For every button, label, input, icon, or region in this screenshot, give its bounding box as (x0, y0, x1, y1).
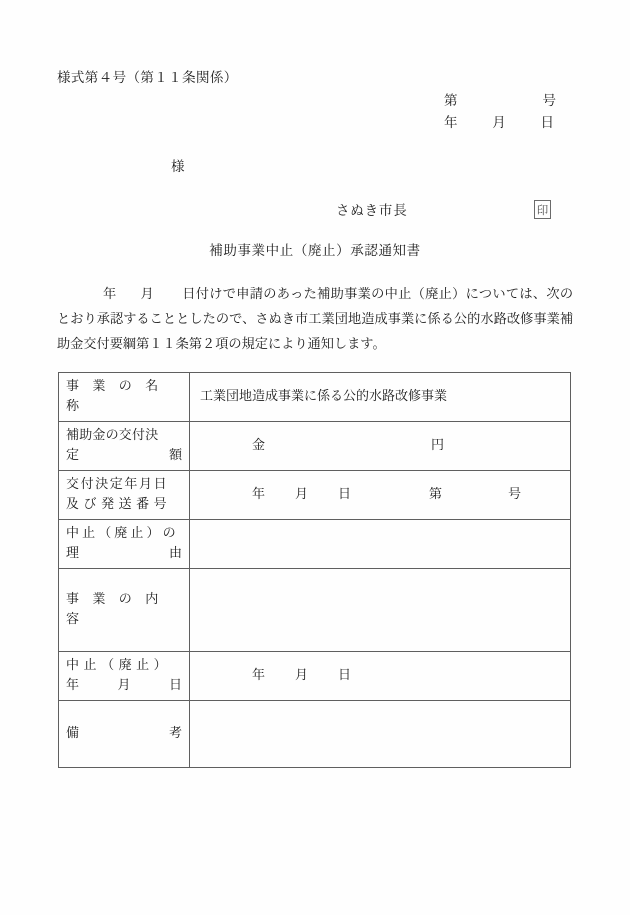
form-number: 様式第４号（第１１条関係） (57, 70, 238, 86)
row-value-project-content[interactable] (190, 569, 571, 652)
document-number-row (444, 90, 556, 112)
row-value-decision-date[interactable] (190, 471, 571, 520)
amount-prefix: 金 (252, 438, 266, 453)
label-text-line2: 定 額 (66, 448, 182, 463)
body-line2: 次のとおり承認することとしたので、さぬき市工業団地造成事業に係る公的水路改 (57, 287, 574, 327)
decision-day: 日 (338, 487, 352, 502)
document-date-year: 年 (444, 115, 458, 131)
body-apply-month: 月 (140, 287, 154, 302)
document-number-prefix: 第 (444, 93, 458, 109)
document-date-month: 月 (492, 115, 506, 131)
label-text-line2: 及 び 発 送 番 号 (66, 497, 167, 512)
addressee-honorific: 様 (171, 159, 185, 175)
body-line3: 修事業補助金交付要綱第１１条第２項の規定により通知します。 (57, 312, 574, 352)
row-label-remarks (59, 701, 190, 768)
amount-suffix: 円 (431, 438, 445, 453)
label-text-line1: 交付決定年月日 (66, 477, 169, 492)
body-apply-year: 年 (103, 287, 117, 302)
project-name-value: 工業団地造成事業に係る公的水路改修事業 (200, 389, 448, 404)
table-row-decision-date (59, 471, 571, 520)
issuer-name: さぬき市長 (336, 203, 408, 219)
body-paragraph (57, 282, 573, 357)
page-title: 補助事業中止（廃止）承認通知書 (209, 243, 421, 259)
row-value-remarks[interactable] (190, 701, 571, 768)
notification-form-table (58, 372, 571, 768)
row-label-project-content (59, 569, 190, 652)
row-label-stop-date (59, 652, 190, 701)
row-value-grant-amount[interactable] (190, 422, 571, 471)
table-row-stop-date (59, 652, 571, 701)
table-row-project-name (59, 373, 571, 422)
dispatch-number-suffix: 号 (508, 487, 522, 502)
stop-month: 月 (295, 668, 309, 683)
table-row-project-content (59, 569, 571, 652)
label-text-line1: 中止（廃止）の (66, 526, 179, 541)
label-text: 事 業 の 内 容 (66, 592, 172, 627)
label-text: 備 考 (66, 726, 182, 741)
table-row-remarks (59, 701, 571, 768)
label-text-line1: 補助金の交付決 (66, 428, 159, 443)
row-value-stop-reason[interactable] (190, 520, 571, 569)
document-number-suffix: 号 (542, 93, 556, 109)
document-date-day: 日 (540, 115, 554, 131)
row-label-decision-date (59, 471, 190, 520)
document-meta-block (444, 90, 556, 134)
document-date-row (444, 112, 556, 134)
row-label-grant-amount (59, 422, 190, 471)
row-value-project-name[interactable] (190, 373, 571, 422)
table-row-grant-amount (59, 422, 571, 471)
decision-year: 年 (252, 487, 266, 502)
body-line1-rest: 日付けで申請のあった補助事業の中止（廃止）については、 (182, 287, 547, 302)
decision-month: 月 (295, 487, 309, 502)
label-text-line1: 中 止 （ 廃 止 ） (66, 658, 167, 673)
table-row-stop-reason (59, 520, 571, 569)
stop-day: 日 (338, 668, 352, 683)
issuer-line (336, 199, 551, 219)
label-text-line2: 年 月 日 (66, 678, 182, 693)
stop-year: 年 (252, 668, 266, 683)
seal-stamp-icon: 印 (534, 200, 551, 219)
row-label-stop-reason (59, 520, 190, 569)
row-value-stop-date[interactable] (190, 652, 571, 701)
row-label-project-name (59, 373, 190, 422)
label-text: 事 業 の 名 称 (66, 379, 172, 414)
label-text-line2: 理 由 (66, 546, 182, 561)
dispatch-number-prefix: 第 (429, 487, 443, 502)
